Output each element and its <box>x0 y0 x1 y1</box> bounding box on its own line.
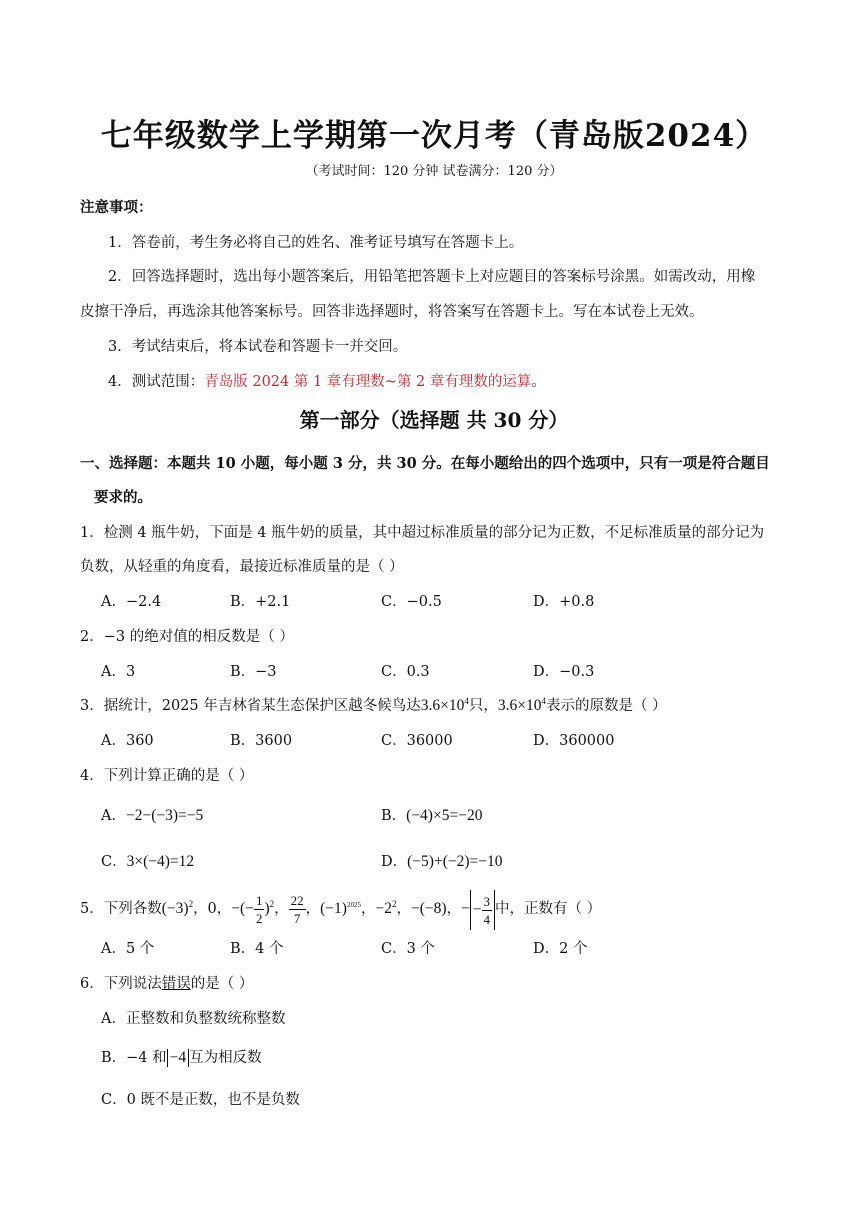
note-3: 3．考试结束后，将本试卷和答题卡一并交回。 <box>108 339 408 355</box>
q5-num-f <box>375 900 396 917</box>
note-4-suffix: 。 <box>531 374 546 390</box>
q1-stem-line-2: 负数，从轻重的角度看，最接近标准质量的是（ ） <box>80 559 404 575</box>
q5-num-h-sign: − <box>461 900 470 918</box>
q3-text-1: 3．据统计，2025 年吉林省某生态保护区越冬候鸟达 <box>80 698 421 714</box>
q5-num-a <box>162 900 193 917</box>
q1-option-d[interactable]: D．+0.8 <box>533 594 595 610</box>
note-2-line-2: 皮擦干净后，再选涂其他答案标号。回答非选择题时，将答案写在答题卡上。写在本试卷上无效。 <box>80 304 704 320</box>
q3-option-a[interactable]: A．360 <box>101 733 154 749</box>
q5-num-a-base: (−3) <box>161 900 189 918</box>
q5-num-e <box>320 900 361 917</box>
q6-option-c[interactable]: C．0 既不是正数，也不是负数 <box>101 1092 300 1108</box>
q5-num-h <box>461 893 495 927</box>
q3-sci-notation-1 <box>421 697 469 714</box>
q5-option-b[interactable]: B．4 个 <box>230 941 284 957</box>
q5-stem <box>80 884 601 930</box>
q3-text-2: 只， <box>468 698 498 714</box>
q5-num-f-base: −2 <box>375 900 392 918</box>
q5-sep-d: ， <box>274 901 289 918</box>
q5-num-h-inner-sign: − <box>472 900 482 918</box>
q6-stem-underlined: 错误 <box>161 976 191 992</box>
note-1: 1．答卷前，考生务必将自己的姓名、准考证号填写在答题卡上。 <box>108 235 524 251</box>
q5-fraction-half-num: 1 <box>255 893 263 909</box>
q5-num-g: −(−8) <box>410 900 447 918</box>
q5-option-d[interactable]: D．2 个 <box>533 941 588 957</box>
q4-option-d[interactable] <box>381 850 503 871</box>
q6-stem <box>80 972 253 993</box>
q2-option-a[interactable]: A．3 <box>101 664 136 680</box>
q3-sci-notation-2 <box>498 697 546 714</box>
q5-fraction-22-7 <box>289 894 306 925</box>
q6-stem-b: 的是（ ） <box>190 976 254 992</box>
note-4 <box>108 370 546 391</box>
q5-fraction-22-7-den: 7 <box>293 911 301 927</box>
q5-sep-h: ， <box>446 901 462 918</box>
q6-option-b-text-2: 互为相反数 <box>189 1050 262 1066</box>
q6-option-b-abs: −4 <box>167 1049 190 1067</box>
q4-option-b[interactable] <box>381 804 482 825</box>
q6-option-b[interactable] <box>101 1046 262 1067</box>
q5-option-a[interactable]: A．5 个 <box>101 941 155 957</box>
q5-absolute-value <box>470 890 495 930</box>
q5-sep-b: ，0， <box>193 901 232 918</box>
q3-option-b[interactable]: B．3600 <box>230 733 293 749</box>
q1-stem-line-1: 1．检测 4 瓶牛奶，下面是 4 瓶牛奶的质量，其中超过标准质量的部分记为正数，不足标准质量的部分记为 <box>80 525 765 541</box>
q5-num-c-close: ) <box>264 900 270 918</box>
q1-option-b[interactable]: B．+2.1 <box>230 594 291 610</box>
notes-heading: 注意事项： <box>80 199 153 216</box>
q4-option-b-label: B． <box>381 808 407 824</box>
q5-sep-e: ， <box>305 901 321 918</box>
test-scope: 青岛版 2024 第 1 章有理数~第 2 章有理数的运算 <box>204 374 532 390</box>
section-title: 第一部分（选择题 共 30 分） <box>299 408 569 432</box>
q5-sep-f: ， <box>360 901 376 918</box>
q2-stem: 2．−3 的绝对值的相反数是（ ） <box>80 629 294 645</box>
q5-prefix: 5．下列各数 <box>80 901 162 918</box>
q4-option-a-expr: −2−(−3)=−5 <box>125 807 204 824</box>
section-instructions-line-1: 一、选择题：本题共 10 小题，每小题 3 分，共 30 分。在每小题给出的四个选项中，只有一项是符合题目 <box>80 455 770 472</box>
section-instructions-line-2: 要求的。 <box>94 489 152 506</box>
q5-option-c[interactable]: C．3 个 <box>381 941 435 957</box>
q3-option-d[interactable]: D．360000 <box>533 733 615 749</box>
q4-option-b-expr: (−4)×5=−20 <box>406 807 483 824</box>
q4-option-d-expr: (−5)+(−2)=−10 <box>407 853 503 870</box>
exam-info: （考试时间：120 分钟 试卷满分：120 分） <box>305 164 563 179</box>
q5-fraction-3-4 <box>482 895 493 926</box>
q5-num-f-exp: 2 <box>391 899 397 909</box>
q5-num-c-sign: −(− <box>231 900 254 918</box>
q1-option-c[interactable]: C．−0.5 <box>381 594 442 610</box>
q5-fraction-3-4-num: 3 <box>483 893 491 909</box>
q4-option-c-label: C． <box>101 854 127 870</box>
q5-fraction-half <box>254 894 265 925</box>
q2-option-c[interactable]: C．0.3 <box>381 664 430 680</box>
q3-option-c[interactable]: C．36000 <box>381 733 453 749</box>
q5-fraction-22-7-num: 22 <box>290 893 304 909</box>
q5-num-a-exp: 2 <box>188 899 194 909</box>
q1-option-a[interactable]: A．−2.4 <box>101 594 162 610</box>
q3-exponent-1: 4 <box>464 695 469 706</box>
q3-exponent-2: 4 <box>541 695 546 706</box>
q4-option-c[interactable] <box>101 850 194 871</box>
q3-mantissa-2: 3.6×10 <box>497 697 542 714</box>
q5-num-e-base: (−1) <box>320 900 347 918</box>
q5-num-d <box>289 893 306 927</box>
q2-option-b[interactable]: B．−3 <box>230 664 277 680</box>
q3-text-3: 表示的原数是（ ） <box>545 698 667 714</box>
note-2-line-1: 2．回答选择题时，选出每小题答案后，用铅笔把答题卡上对应题目的答案标号涂黑。如需改动，用橡 <box>108 269 756 285</box>
q5-num-c <box>231 893 275 927</box>
q5-num-e-exp: 2025 <box>346 901 361 909</box>
note-4-prefix: 4．测试范围： <box>108 374 205 390</box>
q6-option-a[interactable]: A．正整数和负整数统称整数 <box>101 1011 286 1027</box>
q4-stem: 4．下列计算正确的是（ ） <box>80 768 254 784</box>
q4-option-a-label: A． <box>101 808 126 824</box>
q4-option-d-label: D． <box>381 854 408 870</box>
q2-option-d[interactable]: D．−0.3 <box>533 664 595 680</box>
q3-mantissa-1: 3.6×10 <box>420 697 465 714</box>
q6-stem-a: 6．下列说法 <box>80 976 162 992</box>
q3-stem <box>80 694 667 715</box>
q6-option-b-text-1: B．−4 和 <box>101 1050 167 1066</box>
q5-suffix: 中，正数有（ ） <box>495 901 602 918</box>
q5-sep-g: ， <box>396 901 411 918</box>
q5-fraction-half-den: 2 <box>255 911 263 927</box>
page-title: 七年级数学上学期第一次月考（青岛版2024） <box>100 118 768 154</box>
q4-option-c-expr: 3×(−4)=12 <box>126 853 195 870</box>
q5-fraction-3-4-den: 4 <box>483 911 491 927</box>
q5-num-c-exp: 2 <box>269 899 275 909</box>
q4-option-a[interactable] <box>101 804 203 825</box>
